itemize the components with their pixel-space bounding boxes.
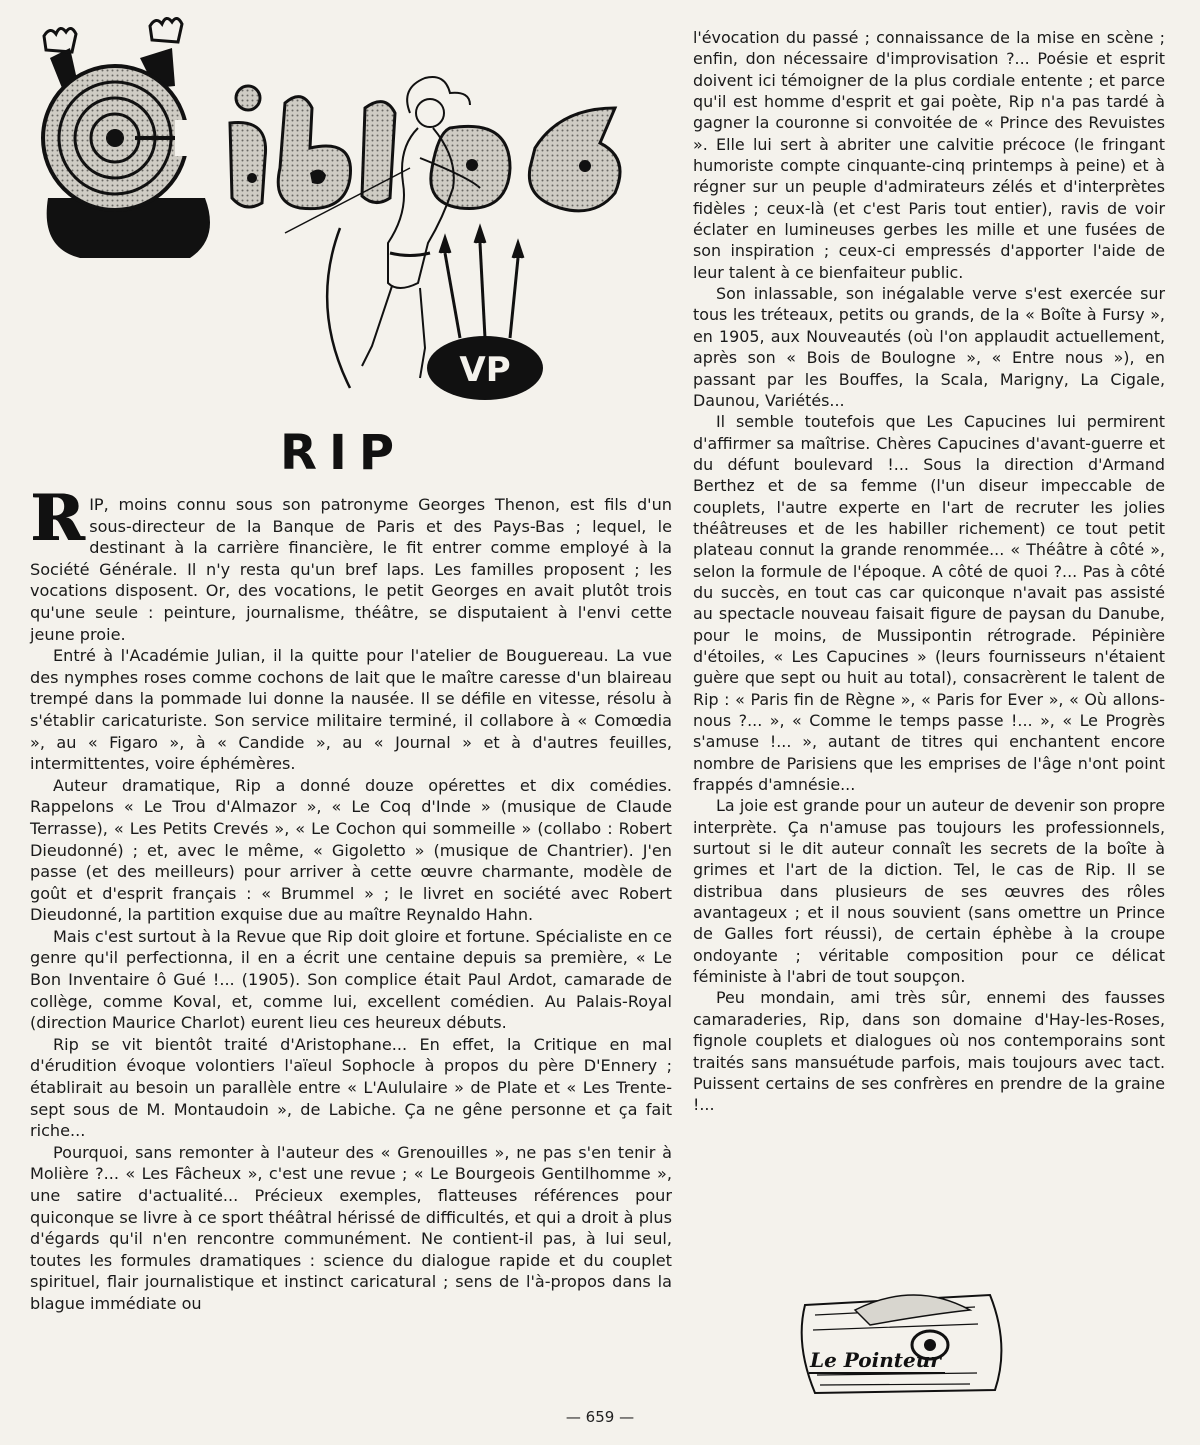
paragraph: Il semble toutefois que Les Capucines lui permirent d'affirmer sa maîtrise. Chères Capucines d'avant-guerre et du défunt boulevard !... Sous la direction d'Armand Berthez et de sa femme (l'un diseur impeccable de couplets, l'autre experte en l'art de recruter les jolies théâtreuses et de les habiller richement) ce tout petit plateau connut la grande renommée... « Théâtre à côté », selon la formule de l'époque. A côté de quoi ?... Pas à côté du succès, en tout cas car quiconque n'avait pas assisté au spectacle nouveau faisait figure de paysan du Danube, pour le moins, de Mussipontin rétrograde. Pépinière d'étoiles, « Les Capucines » (leurs fournisseurs n'étaient guère que sept ou huit au total), consacrèrent le talent de Rip : « Paris fin de Règne », « Paris for Ever », « Où allons-nous ?... », « Comme le temps passe !... », « Le Progrès s'amuse !... », autant de titres qui enchantent encore nombre de Parisiens que les emprises de l'âge n'ont point frappés d'amnésie... — [693, 412, 1165, 795]
paragraph: Auteur dramatique, Rip a donné douze opérettes et dix comédies. Rappelons « Le Trou d'Almazor », « Le Coq d'Inde » (musique de Claude Terrasse), « Les Petits Crevés », « Le Cochon qui sommeille » (collabo : Robert Dieudonné) ; et, avec le même, « Gigoletto » (musique de Chantrier). J'en passe (et des meilleurs) pour arriver à cette œuvre charmante, modèle de goût et d'esprit français : « Brummel » ; le livret en société avec Robert Dieudonné, la partition exquise due au maître Reynaldo Hahn. — [30, 775, 672, 925]
right-column — [693, 27, 1165, 1116]
paragraph: Rip se vit bientôt traité d'Aristophane... En effet, la Critique en mal d'érudition évoque volontiers l'aïeul Sophocle à propos du père D'Ennery ; établirait au besoin un parallèle entre « L'Aululaire » de Plate et « Les Trente-sept sous de M. Montaudoin », de Labiche. Ça ne gêne personne et ça fait riche... — [30, 1034, 672, 1141]
letter-s — [529, 108, 620, 211]
paragraph — [30, 481, 672, 645]
paragraph: Pourquoi, sans remonter à l'auteur des « Grenouilles », ne pas s'en tenir à Molière ?... « Les Fâcheux », c'est une revue ; « Le Bourgeois Gentilhomme », une satire d'actualité... Précieux exemples, flatteuses références pour quiconque se livre à ce sport théâtral hérissé de difficultés, et qui a droit à plus d'égards qu'il n'en rencontre communément. Ne contient-il pas, à lui seul, toutes les formules dramatiques : science du dialogue rapide et du couplet spirituel, flair journalistique et instinct caricatural ; sens de l'à-propos dans la blague immédiate ou — [30, 1142, 672, 1313]
paragraph: Son inlassable, son inégalable verve s'est exercée sur tous les tréteaux, petits ou grands, de la « Boîte à Fursy », en 1905, aux Nouveautés (où l'on applaudit actuellement, après son « Bois de Boulogne », « Entre nous »), en passant par les Bouffes, la Scala, Marigny, La Cigale, Daunou, Variétés... — [693, 284, 1165, 410]
paragraph-text: IP, moins connu sous son patronyme Georges Thenon, est fils d'un sous-directeur de la Banque de Paris et des Pays-Bas ; lequel, le destinant à la carrière financière, le fit entrer comme employé à la Société Générale. Il n'y resta qu'un bref laps. Les familles proposent ; les vocations disposent. Or, des vocations, le petit Georges en avait plutôt trois qu'une seule : peinture, journalisme, théâtre, se disputaient à l'envi cette jeune proie. — [30, 495, 672, 644]
letter-b — [278, 97, 350, 209]
paragraph: La joie est grande pour un auteur de devenir son propre interprète. Ça n'amuse pas toujours les professionnels, surtout si le dit auteur connaît les secrets de la boîte à grimes et l'art de la diction. Tel, le cas de Rip. Il se distribua dans plusieurs de ses œuvres des rôles avantageux ; et il nous souvient (sans omettre un Prince de Galles fort réussi), de certain éphèbe à la croupe ondoyante ; véritable composition pour ce délicat féministe à l'abri de tout soupçon. — [693, 796, 1165, 987]
page-number: — 659 — — [565, 1408, 635, 1426]
vp-monogram — [427, 336, 543, 400]
letter-i — [230, 86, 266, 207]
paragraph: Entré à l'Académie Julian, il la quitte pour l'atelier de Bouguereau. La vue des nymphes roses comme cochons de lait que le maître caresse d'un blaireau trempé dans la pommade lui donne la nausée. Il se défile en vitesse, résolu à s'établir caricaturiste. Son service militaire terminé, il collabore à « Comœdia », au « Figaro », à « Candide », au « Journal » et à d'autres feuilles, intermittentes, voire éphémères. — [30, 646, 672, 774]
dropcap-letter: R — [30, 481, 84, 556]
left-column — [30, 481, 672, 1315]
vp-monogram-text: VP — [459, 350, 511, 390]
letter-l — [362, 102, 395, 203]
signature-text: Le Pointeur — [810, 1348, 941, 1372]
arrows-quiver — [440, 228, 523, 338]
target-letter-c — [43, 66, 215, 210]
article-title: RIP — [280, 425, 406, 481]
cibles-header-illustration — [40, 8, 640, 403]
signature-illustration — [795, 1285, 1015, 1400]
quill-icon — [855, 1295, 970, 1325]
paragraph: Peu mondain, ami très sûr, ennemi des fausses camaraderies, Rip, dans son domaine d'Hay-les-Roses, fignole couplets et dialogues où nos contemporains sont traités sans mansuétude parfois, mais toujours avec tact. Puissent certains de ses confrères en prendre de la graine !... — [693, 988, 1165, 1115]
paragraph: l'évocation du passé ; connaissance de la mise en scène ; enfin, don nécessaire d'improvisation ?... Poésie et esprit doivent ici témoigner de la plus cordiale entente ; et parce qu'il est homme d'esprit et gai poète, Rip n'a pas tardé à gagner la couronne si convoitée de « Prince des Revuistes ». Elle lui sert à abriter une calvitie précoce (le fringant humoriste compte cinquante-cinq printemps à peine) et à régner sur un peuple d'admirateurs zélés et d'interprètes fidèles ; ceux-là (et c'est Paris tout entier), ravis de voir éclater en lumineuses gerbes les mille et une fusées de son inspiration ; ceux-ci empressés d'apporter l'aide de leur talent à ce bienfaiteur public. — [693, 28, 1165, 282]
paragraph: Mais c'est surtout à la Revue que Rip doit gloire et fortune. Spécialiste en ce genre qu'il perfectionna, il en a écrit une centaine depuis sa première, « Le Bon Inventaire ô Gué !... (1905). Son complice était Paul Ardot, camarade de collège, comme Koval, et, comme lui, excellent comédien. Au Palais-Royal (direction Maurice Charlot) eurent lieu ces heureux débuts. — [30, 926, 672, 1033]
